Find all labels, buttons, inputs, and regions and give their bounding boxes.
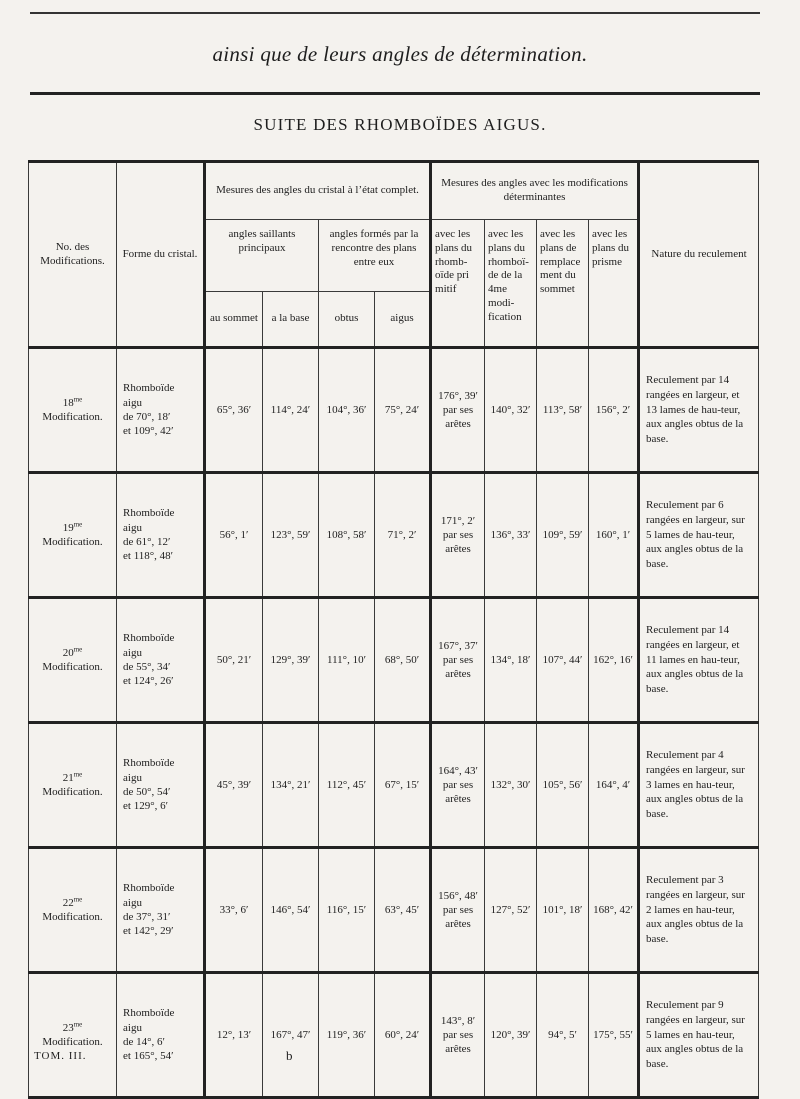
forme-line: de 14°, 6′	[123, 1036, 165, 1048]
modification-number	[63, 772, 83, 784]
base-cell: 114°, 24′	[263, 348, 319, 473]
table-row	[29, 348, 759, 473]
remplacement-cell: 105°, 56′	[537, 723, 589, 848]
rhomboid-table	[28, 160, 759, 1099]
modification-num: 23	[62, 1022, 74, 1035]
aigus-cell: 68°, 50′	[375, 598, 431, 723]
rhomb-cell	[431, 723, 485, 848]
rhomb-value: 164°, 43′	[438, 764, 478, 777]
modification-number	[63, 647, 83, 659]
rhomb-par: par ses	[442, 903, 474, 916]
forme-line: de 50°, 54′	[123, 786, 171, 798]
obtus-cell: 108°, 58′	[319, 473, 375, 598]
modification-number	[63, 1022, 83, 1034]
modification-cell	[29, 473, 117, 598]
forme-line: et 124°, 26′	[123, 675, 174, 688]
rhomb-par: par ses	[442, 653, 474, 666]
rhomb-value: 156°, 48′	[438, 889, 478, 902]
aigus-cell: 71°, 2′	[375, 473, 431, 598]
modification-sup: me	[73, 770, 83, 779]
modification-sup: me	[73, 895, 83, 904]
quatrieme-cell: 134°, 18′	[485, 598, 537, 723]
forme-line: et 129°, 6′	[123, 800, 168, 813]
rhomb-aretes: arêtes	[445, 793, 471, 806]
forme-line: Rhomboïde	[123, 507, 175, 520]
sommet-cell: 33°, 6′	[205, 848, 263, 973]
prisme-cell: 160°, 1′	[589, 473, 639, 598]
sommet-cell: 12°, 13′	[205, 973, 263, 1098]
header-forme: Forme du cristal.	[117, 162, 205, 348]
forme-line: Rhomboïde	[123, 632, 175, 645]
base-cell: 146°, 54′	[263, 848, 319, 973]
rhomb-cell	[431, 848, 485, 973]
table-title: SUITE DES RHOMBOÏDES AIGUS.	[253, 115, 547, 134]
prisme-cell: 168°, 42′	[589, 848, 639, 973]
forme-line: de 70°, 18′	[123, 411, 171, 423]
modification-label: Modification.	[42, 1036, 103, 1049]
header-nature: Nature du reculement	[639, 162, 759, 348]
table-row	[29, 973, 759, 1098]
modification-number	[63, 897, 83, 909]
modification-number	[63, 397, 83, 409]
aigus-cell: 60°, 24′	[375, 973, 431, 1098]
header-no-des-modifications: No. des Modifications.	[29, 162, 117, 348]
header-angles-saillants: angles saillants principaux	[205, 220, 319, 292]
obtus-cell: 116°, 15′	[319, 848, 375, 973]
forme-cell	[117, 848, 205, 973]
remplacement-cell: 94°, 5′	[537, 973, 589, 1098]
forme-cell	[117, 723, 205, 848]
forme-line: de 61°, 12′	[123, 536, 171, 548]
footer-signature: b	[286, 1048, 293, 1063]
rhomb-aretes: arêtes	[445, 668, 471, 681]
forme-line: aigu	[123, 771, 142, 784]
aigus-cell: 67°, 15′	[375, 723, 431, 848]
table-row	[29, 598, 759, 723]
forme-line: de 37°, 31′	[123, 911, 171, 923]
forme-line: Rhomboïde	[123, 882, 175, 895]
rhomb-aretes: arêtes	[445, 543, 471, 556]
base-cell: 167°, 47′	[263, 973, 319, 1098]
header-avec-remplacement: avec les plans de remplace ment du sommet	[537, 220, 589, 348]
sommet-cell: 45°, 39′	[205, 723, 263, 848]
modification-number	[63, 522, 83, 534]
header-avec-prisme: avec les plans du prisme	[589, 220, 639, 348]
forme-line: et 165°, 54′	[123, 1050, 174, 1063]
modification-sup: me	[73, 645, 83, 654]
modification-label: Modification.	[42, 536, 103, 549]
modification-num: 19	[62, 522, 74, 535]
modification-label: Modification.	[42, 411, 103, 424]
header-avec-rhomb: avec les plans du rhomb-oïde pri mitif	[431, 220, 485, 348]
rhomb-par: par ses	[442, 1028, 474, 1041]
nature-cell: Reculement par 3 rangées en largeur, sur 2 lames en hau-teur, aux angles obtus de la base.	[639, 848, 759, 973]
table-row	[29, 473, 759, 598]
modification-sup: me	[73, 395, 83, 404]
nature-cell: Reculement par 6 rangées en largeur, sur 5 lames de hau-teur, aux angles obtus de la base.	[639, 473, 759, 598]
forme-line: et 142°, 29′	[123, 925, 174, 938]
rhomb-cell	[431, 598, 485, 723]
rhomb-cell	[431, 473, 485, 598]
aigus-cell: 63°, 45′	[375, 848, 431, 973]
forme-line: de 55°, 34′	[123, 661, 171, 673]
prisme-cell: 156°, 2′	[589, 348, 639, 473]
modification-num: 22	[62, 897, 74, 910]
base-cell: 129°, 39′	[263, 598, 319, 723]
nature-cell: Reculement par 14 rangées en largeur, et 13 lames de hau-teur, aux angles obtus de la base.	[639, 348, 759, 473]
remplacement-cell: 113°, 58′	[537, 348, 589, 473]
obtus-cell: 112°, 45′	[319, 723, 375, 848]
rhomb-par: par ses	[442, 403, 474, 416]
header-au-sommet: au sommet	[205, 292, 263, 348]
forme-line: Rhomboïde	[123, 1007, 175, 1020]
modification-cell	[29, 848, 117, 973]
forme-cell	[117, 473, 205, 598]
rhomb-aretes: arêtes	[445, 1043, 471, 1056]
remplacement-cell: 109°, 59′	[537, 473, 589, 598]
modification-cell	[29, 723, 117, 848]
modification-num: 20	[62, 647, 74, 660]
modification-num: 18	[62, 397, 74, 410]
rhomb-value: 176°, 39′	[438, 389, 478, 402]
modification-cell	[29, 973, 117, 1098]
caption-rule	[30, 92, 760, 95]
top-rule	[30, 12, 760, 14]
header-angles-formes: angles formés par la rencontre des plans entre eux	[319, 220, 431, 292]
header-mesures-complet: Mesures des angles du cristal à l’état complet.	[205, 162, 431, 220]
base-cell: 123°, 59′	[263, 473, 319, 598]
quatrieme-cell: 120°, 39′	[485, 973, 537, 1098]
sommet-cell: 56°, 1′	[205, 473, 263, 598]
modification-cell	[29, 598, 117, 723]
rhomb-value: 167°, 37′	[438, 639, 478, 652]
forme-cell	[117, 973, 205, 1098]
header-aigus: aigus	[375, 292, 431, 348]
rhomb-value: 143°, 8′	[440, 1014, 476, 1027]
rhomb-cell	[431, 973, 485, 1098]
prisme-cell: 175°, 55′	[589, 973, 639, 1098]
modification-label: Modification.	[42, 661, 103, 674]
table-row	[29, 848, 759, 973]
rhomb-aretes: arêtes	[445, 918, 471, 931]
forme-line: aigu	[123, 521, 142, 534]
quatrieme-cell: 132°, 30′	[485, 723, 537, 848]
rhomb-par: par ses	[442, 528, 474, 541]
forme-line: aigu	[123, 396, 142, 409]
quatrieme-cell: 127°, 52′	[485, 848, 537, 973]
header-mesures-modif: Mesures des angles avec les modifications déterminantes	[431, 162, 639, 220]
sommet-cell: 50°, 21′	[205, 598, 263, 723]
nature-cell: Reculement par 4 rangées en largeur, sur 3 lames en hau-teur, aux angles obtus de la base.	[639, 723, 759, 848]
prisme-cell: 164°, 4′	[589, 723, 639, 848]
aigus-cell: 75°, 24′	[375, 348, 431, 473]
obtus-cell: 111°, 10′	[319, 598, 375, 723]
header-a-la-base: a la base	[263, 292, 319, 348]
forme-line: aigu	[123, 646, 142, 659]
forme-line: Rhomboïde	[123, 382, 175, 395]
forme-line: aigu	[123, 896, 142, 909]
modification-num: 21	[62, 772, 74, 785]
forme-cell	[117, 348, 205, 473]
rhomb-value: 171°, 2′	[440, 514, 476, 527]
nature-cell: Reculement par 14 rangées en largeur, et 11 lames en hau-teur, aux angles obtus de la base.	[639, 598, 759, 723]
modification-sup: me	[73, 520, 83, 529]
remplacement-cell: 107°, 44′	[537, 598, 589, 723]
quatrieme-cell: 140°, 32′	[485, 348, 537, 473]
prisme-cell: 162°, 16′	[589, 598, 639, 723]
footer-tome: TOM. III.	[34, 1050, 87, 1062]
caption: ainsi que de leurs angles de détermination.	[212, 42, 588, 66]
table-row	[29, 723, 759, 848]
remplacement-cell: 101°, 18′	[537, 848, 589, 973]
modification-label: Modification.	[42, 911, 103, 924]
header-obtus: obtus	[319, 292, 375, 348]
forme-line: Rhomboïde	[123, 757, 175, 770]
quatrieme-cell: 136°, 33′	[485, 473, 537, 598]
modification-sup: me	[73, 1020, 83, 1029]
forme-line: et 109°, 42′	[123, 425, 174, 438]
rhomb-aretes: arêtes	[445, 418, 471, 431]
modification-cell	[29, 348, 117, 473]
sommet-cell: 65°, 36′	[205, 348, 263, 473]
nature-cell: Reculement par 9 rangées en largeur, sur 5 lames en hau-teur, aux angles obtus de la base.	[639, 973, 759, 1098]
obtus-cell: 119°, 36′	[319, 973, 375, 1098]
rhomb-cell	[431, 348, 485, 473]
forme-line: et 118°, 48′	[123, 550, 174, 563]
rhomb-par: par ses	[442, 778, 474, 791]
obtus-cell: 104°, 36′	[319, 348, 375, 473]
base-cell: 134°, 21′	[263, 723, 319, 848]
header-avec-4me: avec les plans du rhomboï-de de la 4me modi-fication	[485, 220, 537, 348]
forme-cell	[117, 598, 205, 723]
modification-label: Modification.	[42, 786, 103, 799]
forme-line: aigu	[123, 1021, 142, 1034]
